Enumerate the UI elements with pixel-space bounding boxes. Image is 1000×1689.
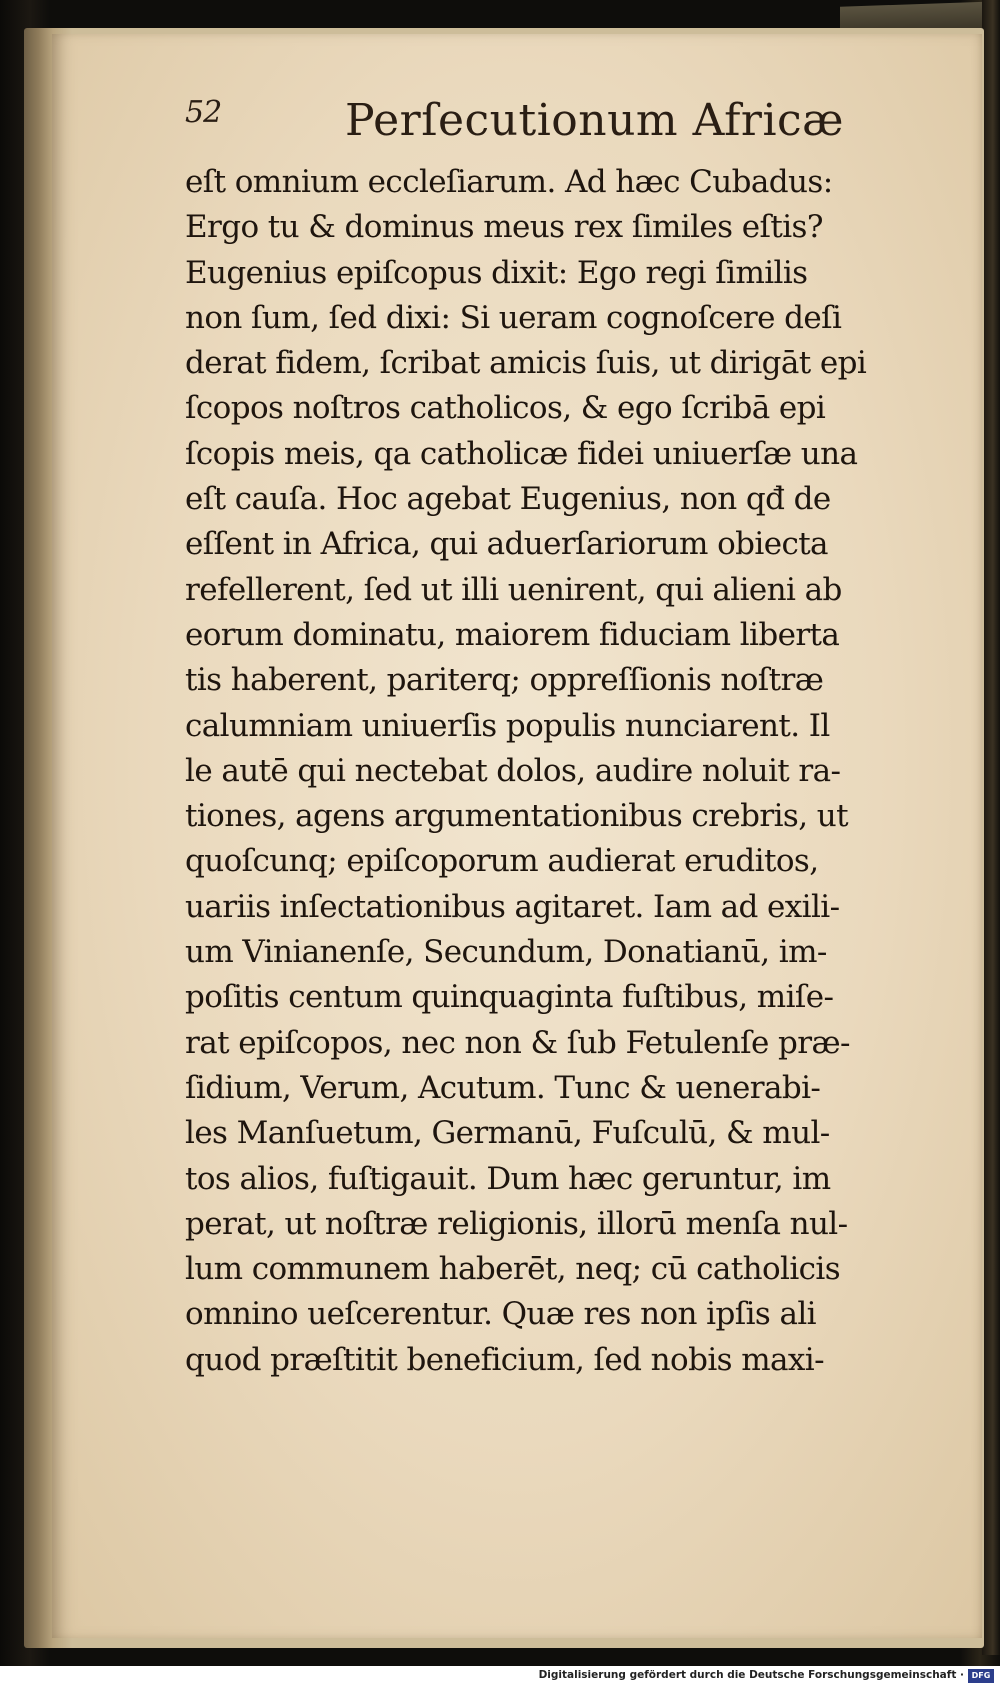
text-line: Ergo tu & dominus meus rex ſimiles eſtis? — [185, 209, 823, 246]
text-line: uariis inſectationibus agitaret. Iam ad exili- — [185, 888, 840, 925]
text-line: tiones, agens argumentationibus crebris, ut — [185, 798, 848, 835]
text-line: um Vinianenſe, Secundum, Donatianū, im- — [185, 934, 827, 971]
text-line: eſſent in Africa, qui aduerſariorum obiecta — [185, 526, 828, 563]
digitization-credit: Digitalisierung gefördert durch die Deutsche Forschungsgemeinschaft · — [538, 1669, 964, 1681]
text-line: eorum dominatu, maiorem fiduciam liberta — [185, 616, 840, 653]
text-line: refellerent, ſed ut illi uenirent, qui alieni ab — [185, 571, 842, 608]
body-text — [185, 160, 930, 1383]
text-line: tos alios, fuſtigauit. Dum hæc geruntur, im — [185, 1160, 831, 1197]
text-line: les Manſuetum, Germanū, Fuſculū, & mul- — [185, 1115, 830, 1152]
text-line: Eugenius epiſcopus dixit: Ego regi ſimilis — [185, 254, 808, 291]
text-line: ſcopos noſtros catholicos, & ego ſcribā epi — [185, 390, 826, 427]
text-line: eſt cauſa. Hoc agebat Eugenius, non qđ de — [185, 481, 831, 518]
page-number: 52 — [185, 95, 222, 130]
text-line: lum communem haberēt, neq; cū catholicis — [185, 1251, 841, 1288]
text-line: calumniam uniuerſis populis nunciarent. Il — [185, 707, 830, 744]
footer-bar — [0, 1666, 1000, 1689]
text-line: ſcopis meis, qa catholicæ fidei uniuerſæ una — [185, 435, 858, 472]
text-line: ſidium, Verum, Acutum. Tunc & uenerabi- — [185, 1069, 821, 1106]
text-line: le autē qui nectebat dolos, audire noluit ra- — [185, 752, 841, 789]
text-line: non ſum, ſed dixi: Si ueram cognoſcere deſi — [185, 299, 842, 336]
text-line: derat fidem, ſcribat amicis ſuis, ut dirigāt epi — [185, 345, 867, 382]
running-title: Perſecutionum Africæ — [345, 95, 845, 146]
text-line: quod præſtitit beneficium, ſed nobis maxi- — [185, 1341, 824, 1378]
text-line: rat epiſcopos, nec non & ſub Fetulenſe præ- — [185, 1024, 850, 1061]
dfg-logo: DFG — [968, 1669, 994, 1683]
text-line: quoſcunq; epiſcoporum audierat eruditos, — [185, 843, 819, 880]
text-line: omnino ueſcerentur. Quæ res non ipſis ali — [185, 1296, 816, 1333]
text-line: poſitis centum quinquaginta fuſtibus, miſe- — [185, 979, 834, 1016]
text-line: tis haberent, pariterq; oppreſſionis noſtræ — [185, 662, 824, 699]
page-header — [185, 95, 945, 165]
text-line: perat, ut noſtræ religionis, illorū menſa nul- — [185, 1205, 848, 1242]
text-line: eſt omnium eccleſiarum. Ad hæc Cubadus: — [185, 164, 833, 200]
book-edge — [982, 0, 1000, 1655]
